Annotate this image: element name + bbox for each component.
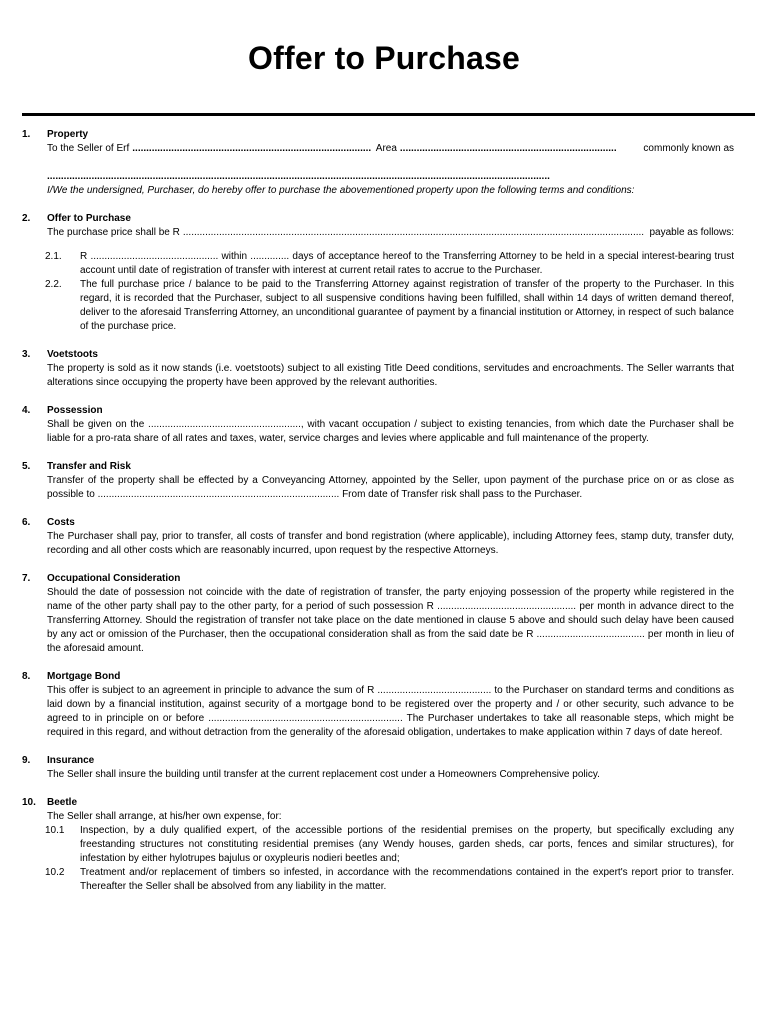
section-heading: Voetstoots	[47, 349, 98, 360]
price-line	[47, 226, 734, 240]
section-number: 8.	[22, 671, 31, 682]
title-divider	[22, 113, 755, 116]
section-beetle	[22, 796, 734, 894]
section-text: Should the date of possession not coincide with the date of registration of transfer, the party enjoying possession of the property while registered in the name of the other party shall pay to the other party, for a period of such possession R .................................................. per month in advance direct to the Transferring Attorney. Should the registration of transfer not take place on the date mentioned in clause 5 above and should such delay have been caused by any act or omission of the Purchaser, then the occupational consideration shall as from the said date be R ....................................... per month in lieu of the aforesaid amount.	[47, 587, 734, 654]
section-heading: Occupational Consideration	[47, 573, 181, 584]
clause-text: Inspection, by a duly qualified expert, of the accessible portions of the residential premises on the property, but specifically excluding any freestanding structures not constituting residential premises (any Wendy houses, garden sheds, car ports, fences and similar structures), for infestation by either hylotrupes bajulus or oxypleuris nodieri beetles and;	[80, 825, 734, 864]
section-possession	[22, 404, 734, 446]
known-as-label: commonly known as	[643, 143, 735, 154]
section-heading: Insurance	[47, 755, 95, 766]
section-costs	[22, 516, 734, 558]
section-heading: Beetle	[47, 797, 78, 808]
clause-number: 2.1.	[45, 251, 62, 262]
section-text: Transfer of the property shall be effected by a Conveyancing Attorney, appointed by the Seller, upon payment of the purchase price on or as close as possible to ....................................................................................... From date of Transfer risk shall pass to the Purchaser.	[47, 475, 734, 500]
section-mortgage-bond	[22, 670, 734, 740]
section-heading: Costs	[47, 517, 75, 528]
section-heading: Property	[47, 129, 89, 140]
section-number: 9.	[22, 755, 31, 766]
section-text: The Seller shall arrange, at his/her own expense, for:	[47, 811, 282, 822]
section-number: 10.	[22, 797, 36, 808]
area-blank: ..............................................................................	[399, 143, 617, 154]
section-heading: Mortgage Bond	[47, 671, 121, 682]
section-offer-to-purchase	[22, 212, 734, 334]
section-voetstoots	[22, 348, 734, 390]
erf-label: To the Seller of Erf	[47, 143, 130, 154]
clause-number: 10.1	[45, 825, 65, 836]
erf-blank: ......................................................................................	[132, 143, 372, 154]
section-heading: Transfer and Risk	[47, 461, 131, 472]
clause-2-2	[22, 278, 734, 334]
clause-2-1	[22, 250, 734, 278]
section-text: Shall be given on the ......................................................., with vacant occupation / subject to existing tenancies, from which date the Purchaser shall be liable for a pro-rata share of all rates and taxes, water, service charges and levies where applicable and full maintenance of the property.	[47, 419, 734, 444]
offer-intro: I/We the undersigned, Purchaser, do hereby offer to purchase the abovementioned property upon the following terms and conditions:	[47, 185, 635, 196]
document-title: Offer to Purchase	[248, 40, 520, 76]
section-number: 4.	[22, 405, 31, 416]
section-number: 6.	[22, 517, 31, 528]
section-number: 2.	[22, 213, 31, 224]
clause-10-1	[22, 824, 734, 866]
section-property	[22, 128, 734, 198]
section-number: 3.	[22, 349, 31, 360]
clause-text: Treatment and/or replacement of timbers so infested, in accordance with the recommendations contained in the expert's report prior to transfer. Thereafter the Seller shall be absolved from any liability in the matter.	[80, 867, 734, 892]
clause-number: 2.2.	[45, 279, 62, 290]
price-blank: ......................................................................................................................................................................	[182, 227, 645, 238]
section-occupational-consideration	[22, 572, 734, 656]
section-number: 7.	[22, 573, 31, 584]
price-label: The purchase price shall be R	[47, 227, 180, 238]
address-blank: .....................................................................................................................................................................................	[47, 171, 550, 182]
document-body	[22, 128, 734, 908]
section-text: The Purchaser shall pay, prior to transfer, all costs of transfer and bond registration (where applicable), including Attorney fees, stamp duty, transfer duty, recording and all other costs which are reasonably incurred, upon request by the respective Attorneys.	[47, 531, 734, 556]
clause-10-2	[22, 866, 734, 894]
section-text: This offer is subject to an agreement in principle to advance the sum of R ......................................... to the Purchaser on standard terms and conditions as laid down by a financial institution, against security of a mortgage bond to be registered over the property and / or other security, such advance to be agreed to in principle on or before ...................................................................... The Purchaser undertakes to take all reasonable steps, which might be required in this regard, and without detraction from the generality of the aforesaid obligation, undertakes to make application within 7 days of date hereof.	[47, 685, 734, 738]
erf-line	[47, 142, 734, 156]
section-number: 5.	[22, 461, 31, 472]
clause-text: The full purchase price / balance to be paid to the Transferring Attorney against registration of transfer of the property to the Purchaser. In this regard, it is recorded that the Purchaser, subject to all suspensive conditions having been fulfilled, shall within 14 days of written demand thereof, deliver to the aforesaid Transferring Attorney, an unconditional guarantee of payment by a financial institution or Attorney, in respect of such balance of the purchase price.	[80, 279, 734, 332]
payable-label: payable as follows:	[649, 227, 734, 238]
section-transfer-and-risk	[22, 460, 734, 502]
section-text: The Seller shall insure the building until transfer at the current replacement cost under a Homeowners Comprehensive policy.	[47, 769, 600, 780]
section-number: 1.	[22, 129, 31, 140]
clause-text: R .............................................. within .............. days of acceptance hereof to the Transferring Attorney to be held in a special interest-bearing trust account until date of registration of transfer with interest at current retail rates to accrue to the Purchaser.	[80, 251, 734, 276]
section-text: The property is sold as it now stands (i.e. voetstoots) subject to all existing Title Deed conditions, servitudes and encroachments. The Seller warrants that alterations since occupying the property have been approved by the relevant authorities.	[47, 363, 734, 388]
section-heading: Offer to Purchase	[47, 213, 131, 224]
area-label: Area	[375, 143, 397, 154]
section-insurance	[22, 754, 734, 782]
section-heading: Possession	[47, 405, 103, 416]
clause-number: 10.2	[45, 867, 65, 878]
